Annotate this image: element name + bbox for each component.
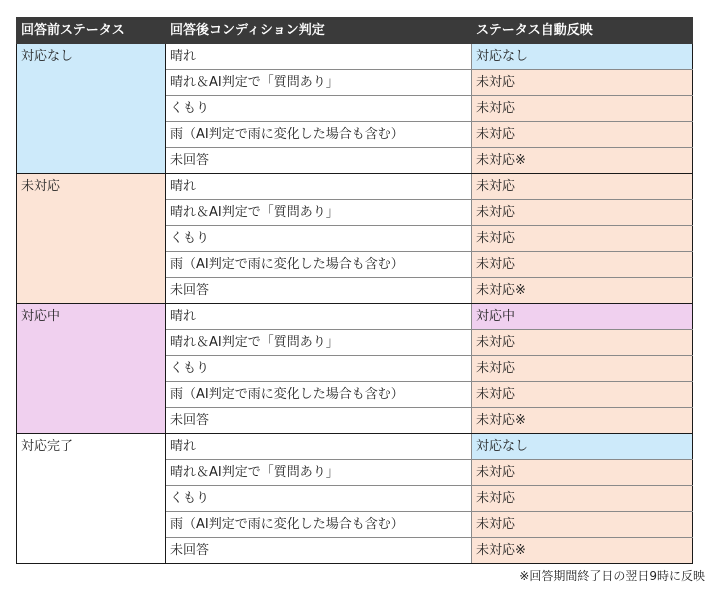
result-status-cell: 未対応 — [472, 200, 693, 226]
result-status-cell: 未対応 — [472, 174, 693, 200]
before-status-cell: 対応完了 — [17, 434, 166, 564]
condition-cell: 晴れ＆AI判定で「質問あり」 — [166, 200, 472, 226]
condition-cell: 未回答 — [166, 278, 472, 304]
result-status-cell: 未対応※ — [472, 278, 693, 304]
condition-cell: 雨（AI判定で雨に変化した場合も含む） — [166, 382, 472, 408]
result-status-cell: 未対応※ — [472, 408, 693, 434]
condition-cell: 晴れ — [166, 174, 472, 200]
before-status-cell: 未対応 — [17, 174, 166, 304]
result-status-cell: 未対応 — [472, 96, 693, 122]
condition-cell: 晴れ — [166, 304, 472, 330]
before-status-cell: 対応なし — [17, 44, 166, 174]
condition-cell: 晴れ＆AI判定で「質問あり」 — [166, 330, 472, 356]
condition-cell: 雨（AI判定で雨に変化した場合も含む） — [166, 252, 472, 278]
status-mapping-table — [16, 17, 693, 564]
result-status-cell: 未対応 — [472, 70, 693, 96]
status-group — [17, 174, 693, 304]
result-status-cell: 未対応 — [472, 252, 693, 278]
result-status-cell: 未対応 — [472, 356, 693, 382]
result-status-cell: 未対応※ — [472, 538, 693, 564]
result-status-cell: 未対応 — [472, 382, 693, 408]
header-auto-status: ステータス自動反映 — [472, 18, 693, 44]
result-status-cell: 未対応 — [472, 122, 693, 148]
table-row — [17, 434, 693, 460]
result-status-cell: 未対応 — [472, 226, 693, 252]
condition-cell: 晴れ＆AI判定で「質問あり」 — [166, 70, 472, 96]
status-group — [17, 434, 693, 564]
condition-cell: くもり — [166, 96, 472, 122]
condition-cell: くもり — [166, 226, 472, 252]
table-row — [17, 44, 693, 70]
result-status-cell: 未対応 — [472, 460, 693, 486]
before-status-cell: 対応中 — [17, 304, 166, 434]
table-header — [17, 18, 693, 44]
condition-cell: 晴れ — [166, 44, 472, 70]
header-before-status: 回答前ステータス — [17, 18, 166, 44]
result-status-cell: 未対応 — [472, 330, 693, 356]
condition-cell: 晴れ — [166, 434, 472, 460]
table-row — [17, 174, 693, 200]
status-group — [17, 304, 693, 434]
condition-cell: 未回答 — [166, 148, 472, 174]
result-status-cell: 未対応※ — [472, 148, 693, 174]
condition-cell: 晴れ＆AI判定で「質問あり」 — [166, 460, 472, 486]
header-row — [17, 18, 693, 44]
result-status-cell: 未対応 — [472, 486, 693, 512]
footnote: ※回答期間終了日の翌日9時に反映 — [519, 569, 705, 583]
table-row — [17, 304, 693, 330]
condition-cell: 未回答 — [166, 538, 472, 564]
condition-cell: 雨（AI判定で雨に変化した場合も含む） — [166, 512, 472, 538]
status-group — [17, 44, 693, 174]
condition-cell: くもり — [166, 486, 472, 512]
header-condition: 回答後コンディション判定 — [166, 18, 472, 44]
result-status-cell: 対応中 — [472, 304, 693, 330]
result-status-cell: 対応なし — [472, 434, 693, 460]
condition-cell: くもり — [166, 356, 472, 382]
condition-cell: 未回答 — [166, 408, 472, 434]
result-status-cell: 対応なし — [472, 44, 693, 70]
result-status-cell: 未対応 — [472, 512, 693, 538]
condition-cell: 雨（AI判定で雨に変化した場合も含む） — [166, 122, 472, 148]
